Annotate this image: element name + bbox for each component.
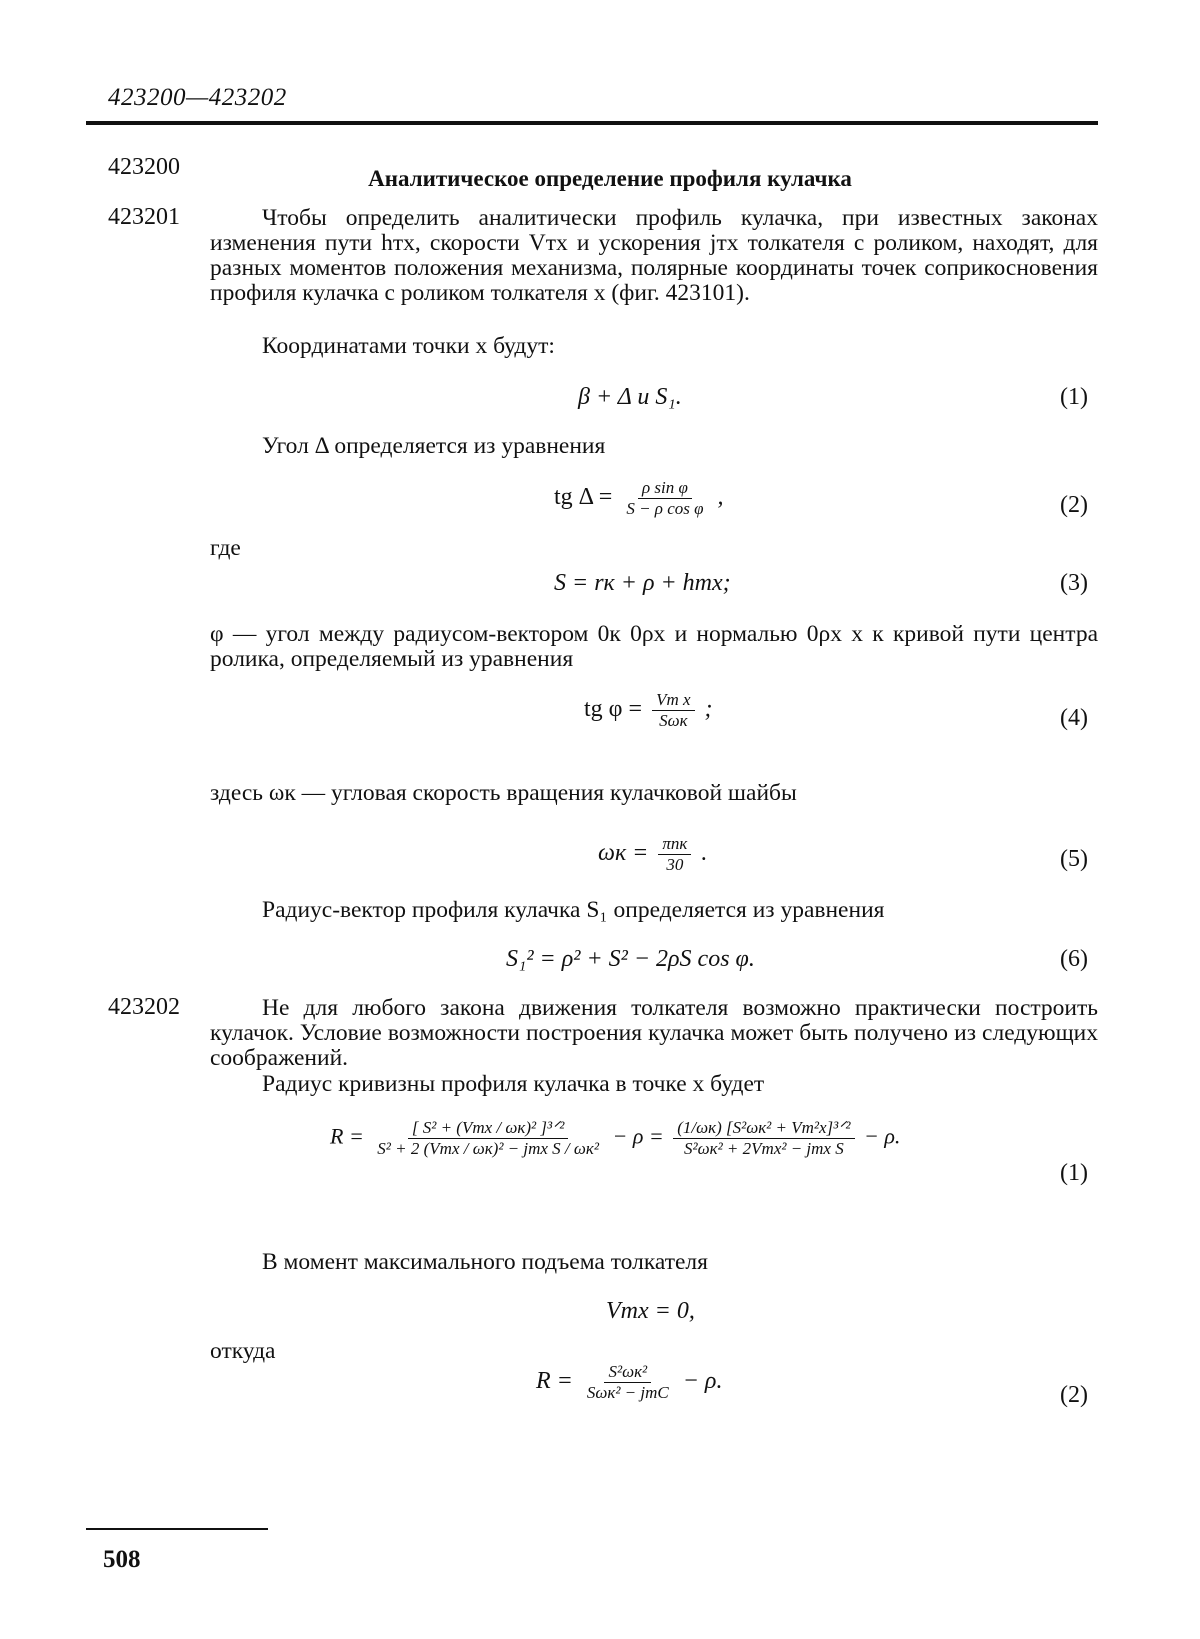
paragraph-angle: Угол Δ определяется из уравнения xyxy=(262,433,606,459)
equation-7-fraction-1 xyxy=(373,1118,603,1159)
equation-5-lhs: ωк = xyxy=(598,840,649,867)
equation-2-lhs: tg Δ = xyxy=(554,484,613,511)
equation-9-fraction xyxy=(583,1362,673,1403)
equation-5 xyxy=(598,834,707,875)
equation-7-lhs: R = xyxy=(330,1123,364,1149)
equation-4-numerator: Vт x xyxy=(652,690,694,711)
equation-2 xyxy=(554,478,724,519)
equation-7-denominator-2: S²ωк² + 2Vтx² − jтx S xyxy=(684,1139,844,1158)
paragraph-curvature: Радиус кривизны профиля кулачка в точке x будет xyxy=(262,1071,765,1097)
paragraph-coordinates: Координатами точки x будут: xyxy=(262,333,555,359)
section-number-423201: 423201 xyxy=(108,204,180,230)
equation-4 xyxy=(584,690,713,731)
section-number-423202: 423202 xyxy=(108,994,180,1020)
equation-9-lhs: R = xyxy=(536,1368,573,1395)
where-label-1: где xyxy=(210,535,241,561)
section-title: Аналитическое определение профиля кулачка xyxy=(368,166,852,191)
equation-number-6: (6) xyxy=(1060,946,1088,972)
footer-rule xyxy=(86,1528,268,1530)
equation-2-tail: , xyxy=(717,484,724,511)
equation-9-denominator: Sωк² − jтC xyxy=(586,1383,669,1402)
paragraph-phi: φ — угол между радиусом-вектором 0к 0ρx и нормалью 0ρx x к кривой пути центра ролика, определяемый из уравнения xyxy=(210,621,1098,672)
equation-5-denominator: 30 xyxy=(666,855,684,874)
equation-4-denominator: Sωк xyxy=(659,711,688,730)
header-rule xyxy=(86,121,1098,125)
equation-number-3: (3) xyxy=(1060,570,1088,596)
equation-7-numerator-1: [ S² + (Vтx / ωк)² ]³ᐟ² xyxy=(408,1118,569,1139)
equation-2-denominator: S − ρ cos φ xyxy=(626,499,704,518)
page-number: 508 xyxy=(103,1546,141,1573)
equation-number-9: (2) xyxy=(1060,1382,1088,1408)
paragraph-max-lift: В момент максимального подъема толкателя xyxy=(262,1249,708,1275)
equation-9-tail: − ρ. xyxy=(682,1368,723,1395)
equation-2-numerator: ρ sin φ xyxy=(638,478,692,499)
equation-7-mid: − ρ = xyxy=(612,1123,664,1149)
equation-2-fraction xyxy=(622,478,707,519)
equation-7-denominator-1: S² + 2 (Vтx / ωк)² − jтx S / ωк² xyxy=(377,1139,599,1158)
equation-4-fraction xyxy=(652,690,694,731)
equation-6: S₁² = ρ² + S² − 2ρS cos φ. xyxy=(506,946,755,972)
paragraph-radius-vector: Радиус-вектор профиля кулачка S₁ определяется из уравнения xyxy=(262,897,885,923)
section-number-423200: 423200 xyxy=(108,154,180,180)
paragraph-omega: здесь ωк — угловая скорость вращения кулачковой шайбы xyxy=(210,780,797,806)
equation-number-7: (1) xyxy=(1060,1160,1088,1186)
equation-7 xyxy=(330,1118,900,1159)
equation-number-5: (5) xyxy=(1060,846,1088,872)
equation-4-tail: ; xyxy=(704,696,713,723)
equation-4-lhs: tg φ = xyxy=(584,696,643,723)
paragraph-intro: Чтобы определить аналитически профиль кулачка, при известных законах изменения пути hтx, скорости Vтx и ускорения jтx толкателя с роликом, находят, для разных моментов положения механизма, полярные координаты точек соприкосновения профиля кулачка с роликом толкателя x (фиг. 423101). xyxy=(210,205,1098,306)
equation-number-2: (2) xyxy=(1060,492,1088,518)
equation-9 xyxy=(536,1362,722,1403)
equation-7-tail: − ρ. xyxy=(864,1123,901,1149)
paragraph-condition: Не для любого закона движения толкателя возможно практически построить кулачок. Условие возможности построения кулачка может быть получено из следующих соображений. xyxy=(210,995,1098,1071)
equation-number-4: (4) xyxy=(1060,705,1088,731)
equation-1: β + Δ и S₁. xyxy=(578,384,682,410)
equation-8: Vтx = 0, xyxy=(606,1298,695,1324)
equation-7-fraction-2 xyxy=(673,1118,854,1159)
equation-7-numerator-2: (1/ωк) [S²ωк² + Vт²x]³ᐟ² xyxy=(673,1118,854,1139)
equation-5-fraction xyxy=(658,834,691,875)
equation-5-numerator: πnк xyxy=(658,834,691,855)
equation-5-tail: . xyxy=(701,840,708,867)
equation-9-numerator: S²ωк² xyxy=(604,1362,651,1383)
equation-number-1: (1) xyxy=(1060,384,1088,410)
equation-3: S = rк + ρ + hтx; xyxy=(554,570,731,596)
where-label-2: откуда xyxy=(210,1338,276,1364)
running-head: 423200—423202 xyxy=(108,84,287,111)
